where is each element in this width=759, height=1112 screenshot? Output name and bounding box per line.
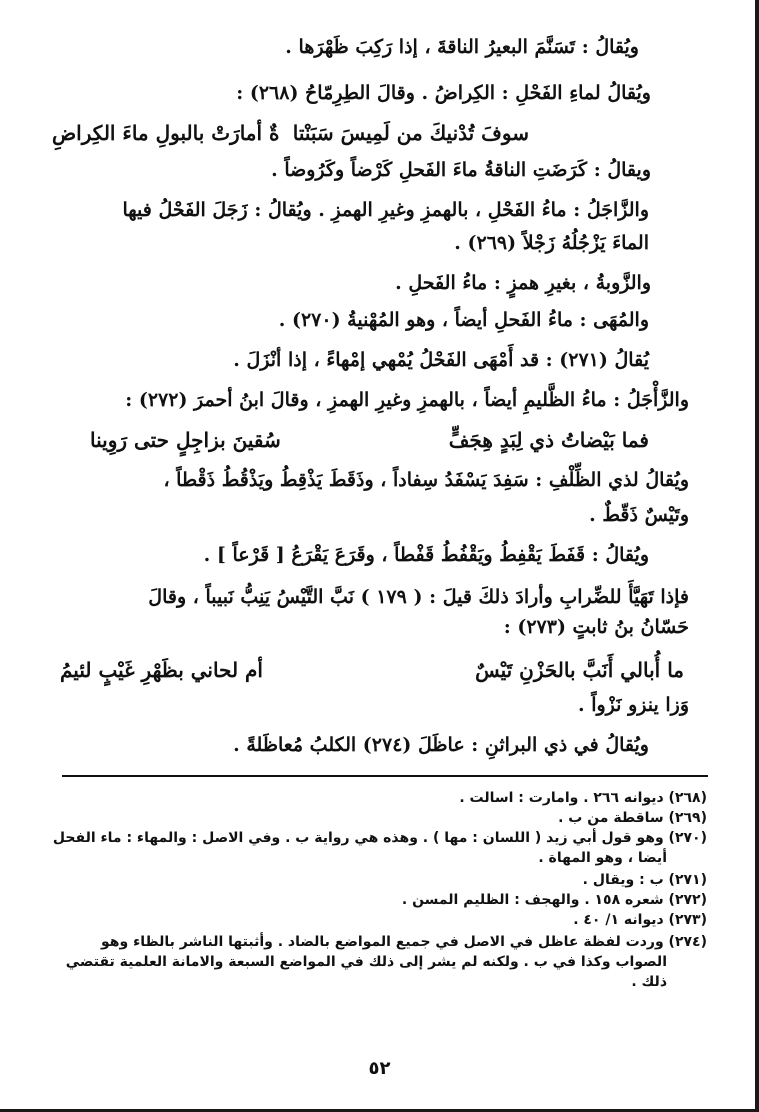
footnote: (٢٦٨) ديوانه ٢٦٦ . وامارت : اسالت . xyxy=(459,790,707,806)
footnote: الصواب وكذا في ب . ولكنه لم يشر إلى ذلك في المواضع السبعة والامانة العلمية تقتضي xyxy=(65,954,667,970)
footnote: (٢٧٢) شعره ١٥٨ . والهجف : الظليم المسن . xyxy=(401,892,707,908)
footnote-separator xyxy=(62,775,708,777)
footnote: (٢٧٠) وهو قول أبي زيد ( اللسان : مها ) . وهذه هي رواية ب . وفي الاصل : والمهاء : ماء الفحل xyxy=(52,830,707,846)
page-number: ٥٢ xyxy=(368,1058,391,1079)
text-line: والزَّوبةُ ، بغيرِ همزٍ : ماءُ الفَحلِ . xyxy=(395,272,651,294)
verse-hemistich-left: سُقينَ بزاجِلٍ حتى رَوِينا xyxy=(90,428,281,452)
footnote: (٢٧١) ب : ويقال . xyxy=(582,872,707,888)
text-line: ويقالُ : كَرَضَتِ الناقةُ ماءَ الفَحلِ كَرْضاً وكَرُوضاً . xyxy=(271,159,651,181)
text-line: وَزا ينزو نَزْواً . xyxy=(578,694,689,716)
text-line: الماءَ يَزْجُلُهُ زَجْلاً (٢٦٩) . xyxy=(454,232,649,254)
verse-hemistich-left: أم لحاني بظَهْرِ غَيْبٍ لئيمُ xyxy=(60,658,263,682)
text-line: والزَّأْجَلُ : ماءُ الظَّليمِ أيضاً ، بالهمزِ وغيرِ الهمزِ ، وقالَ ابنُ أحمرَ (٢٧٢) : xyxy=(125,389,689,411)
text-line: والزَّاجَلُ : ماءُ الفَحْلِ ، بالهمزِ وغيرِ الهمزِ . ويُقالُ : زَجَلَ الفَحْلُ فيها xyxy=(122,199,649,221)
text-line: ويُقالُ في ذي البراثنِ : عاظَلَ (٢٧٤) الكلبُ مُعاظَلةً . xyxy=(233,734,649,756)
text-line: حَسّانُ بنُ ثابتٍ (٢٧٣) : xyxy=(503,616,689,638)
footnote: (٢٦٩) ساقطة من ب . xyxy=(558,810,707,826)
verse-hemistich-right: ما أُبالي أَنَبَّ بالحَزْنِ تَيْسٌ xyxy=(475,658,684,682)
footnote: أيضا ، وهو المهاة . xyxy=(538,850,667,866)
verse-hemistich-left: ةٌ أمارَتْ بالبولِ ماءَ الكِراضِ xyxy=(52,121,280,145)
text-line: ويُقالُ لماءِ الفَحْلِ : الكِراضُ . وقالَ الطِرِمّاحُ (٢٦٨) : xyxy=(236,82,651,104)
text-line: يُقالُ (٢٧١) : قد أَمْهَى الفَحْلُ يُمْهي إمْهاءً ، إذا أنْزَلَ . xyxy=(233,349,649,371)
text-line: ويُقالُ لذي الظِّلْفِ : سَفِدَ يَسْفَدُ سِفاداً ، وذَقَطَ يَذْقِطُ ويَذْقُطُ ذَقْطاً ، xyxy=(163,469,689,491)
text-line: وتَيْسٌ ذَقّطٌ . xyxy=(589,504,689,526)
verse-hemistich-right: فما بَيْضاتُ ذي لِبَدٍ هِجَفٍّ xyxy=(448,428,649,452)
footnote: (٢٧٤) وردت لفظة عاظل في الاصل في جميع المواضع بالضاد . وأثبتها الناشر بالظاء وهو xyxy=(101,934,707,950)
footnote: ذلك . xyxy=(631,974,667,990)
verse-hemistich-right: سوفَ تُدْنيكَ من لَمِيسَ سَبَنْتا xyxy=(292,121,529,145)
text-line: ويُقالُ : تَسَنَّمَ البعيرُ الناقةَ ، إذا رَكِبَ ظَهْرَها . xyxy=(285,36,639,58)
text-line: ويُقالُ : قَفَطَ يَقْفِطُ ويَقْفُطُ قَفْطاً ، وقَرَعَ يَقْرَعُ [ قَرْعاً ] . xyxy=(203,544,649,566)
text-line: والمُهَى : ماءُ الفَحلِ أيضاً ، وهو المُهْنيةُ (٢٧٠) . xyxy=(278,309,649,331)
page-edge xyxy=(755,0,759,1112)
text-line: فإذا تَهَيَّأَ للضِّرابِ وأرادَ ذلكَ قيلَ : ( ١٧٩ ) نَبَّ التَّيْسُ يَنِبُّ نَبيباً ، وقالَ xyxy=(148,586,689,608)
footnote: (٢٧٣) ديوانه ١/ ٤٠ . xyxy=(573,912,707,928)
